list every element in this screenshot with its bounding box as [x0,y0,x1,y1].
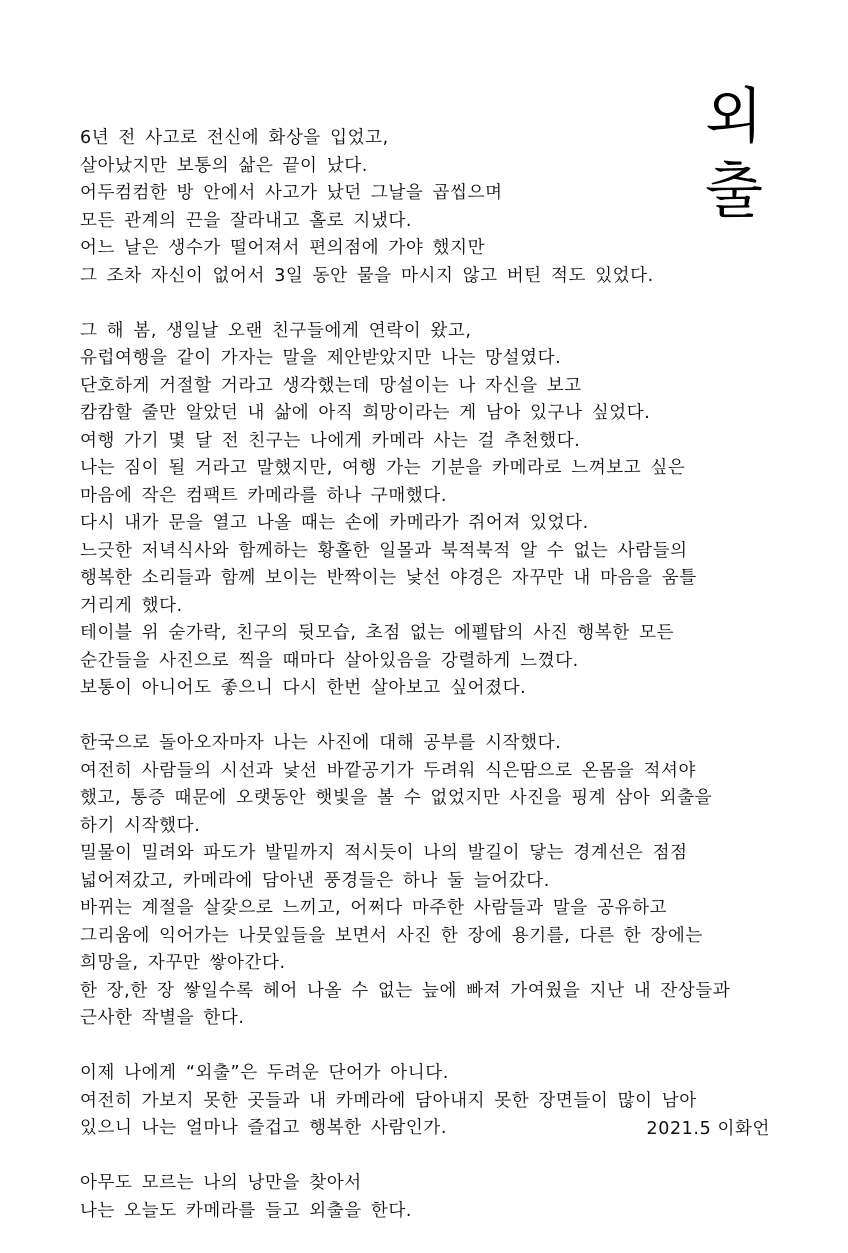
text-line: 근사한 작별을 한다. [80,1008,245,1028]
text-line: 보통이 아니어도 좋으니 다시 한번 살아보고 싶어졌다. [80,678,527,698]
text-line: 어느 날은 생수가 떨어져서 편의점에 가야 했지만 [80,238,486,258]
text-line: 마음에 작은 컴팩트 카메라를 하나 구매했다. [80,485,448,506]
text-line: 거리게 했다. [80,595,183,616]
text-line: 행복한 소리들과 함께 보이는 반짝이는 낯선 야경은 자꾸만 내 마음을 움틀 [80,568,697,588]
text-line: 어두컴컴한 방 안에서 사고가 났던 그날을 곱씹으며 [80,183,503,203]
text-line: 그 해 봄, 생일날 오랜 친구들에게 연락이 왔고, [80,320,472,341]
text-line: 했고, 통증 때문에 오랫동안 햇빛을 볼 수 없었지만 사진을 핑계 삼아 외출을 [80,788,713,808]
text-line: 살아났지만 보통의 삶은 끝이 났다. [80,155,368,176]
text-line: 느긋한 저녁식사와 함께하는 황홀한 일몰과 북적북적 알 수 없는 사람들의 [80,540,688,561]
text-line: 여전히 사람들의 시선과 낯선 바깥공기가 두려워 식은땀으로 온몸을 적셔야 [80,760,696,781]
text-line: 여전히 가보지 못한 곳들과 내 카메라에 담아내지 못한 장면들이 많이 남아 [80,1090,697,1111]
signature: 2021.5 이화언 [646,1119,770,1139]
text-line: 단호하게 거절할 거라고 생각했는데 망설이는 나 자신을 보고 [80,375,582,396]
text-line: 캄캄할 줄만 알았던 내 삶에 아직 희망이라는 게 남아 있구나 싶었다. [80,403,651,423]
essay-body [80,125,760,1253]
text-line: 희망을, 자꾸만 쌓아간다. [80,953,286,973]
text-line: 나는 짐이 될 거라고 말했지만, 여행 가는 기분을 카메라로 느껴보고 싶은 [80,458,686,478]
text-line: 여행 가기 몇 달 전 친구는 나에게 카메라 사는 걸 추천했다. [80,430,581,451]
text-line: 테이블 위 숟가락, 친구의 뒷모습, 초점 없는 에펠탑의 사진 행복한 모든 [80,623,675,643]
text-line: 있으니 나는 얼마나 즐겁고 행복한 사람인가. [80,1118,448,1138]
title-char: 출 [705,156,763,226]
text-line: 나는 오늘도 카메라를 들고 외출을 한다. [80,1200,413,1221]
text-line: 밀물이 밀려와 파도가 발밑까지 적시듯이 나의 발길이 닿는 경계선은 점점 [80,843,688,863]
text-line: 넓어져갔고, 카메라에 담아낸 풍경들은 하나 둘 늘어갔다. [80,870,550,891]
paragraph [80,318,760,703]
text-line: 유럽여행을 같이 가자는 말을 제안받았지만 나는 망설였다. [80,348,562,368]
text-line: 하기 시작했다. [80,815,201,836]
text-line: 모든 관계의 끈을 잘라내고 홀로 지냈다. [80,210,413,231]
text-line: 순간들을 사진으로 찍을 때마다 살아있음을 강렬하게 느꼈다. [80,650,579,671]
paragraph [80,125,760,290]
text-line: 그 조차 자신이 없어서 3일 동안 물을 마시지 않고 버틴 적도 있었다. [80,265,654,286]
text-line: 이제 나에게 “외출”은 두려운 단어가 아니다. [80,1063,449,1083]
text-line: 그리움에 익어가는 나뭇잎들을 보면서 사진 한 장에 용기를, 다른 한 장에는 [80,925,703,946]
paragraph [80,1170,760,1225]
text-line: 한국으로 돌아오자마자 나는 사진에 대해 공부를 시작했다. [80,733,562,753]
title-char: 외 [705,82,763,152]
paragraph [80,730,760,1033]
text-line: 6년 전 사고로 전신에 화상을 입었고, [80,128,389,148]
text-line: 한 장,한 장 쌓일수록 헤어 나올 수 없는 늪에 빠져 가여웠을 지난 내 잔상들과 [80,980,731,1001]
text-line: 바뀌는 계절을 살갗으로 느끼고, 어쩌다 마주한 사람들과 말을 공유하고 [80,898,668,918]
text-line: 다시 내가 문을 열고 나올 때는 손에 카메라가 쥐어져 있었다. [80,513,589,533]
text-line: 아무도 모르는 나의 낭만을 찾아서 [80,1173,362,1193]
